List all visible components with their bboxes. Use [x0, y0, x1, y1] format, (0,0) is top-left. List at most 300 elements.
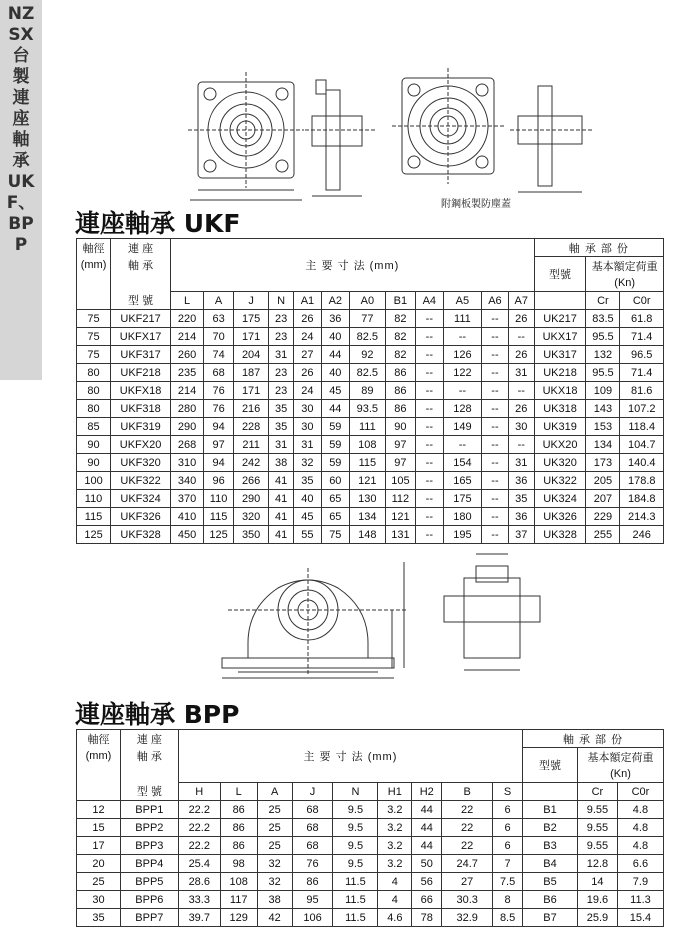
table-cell: 122 — [443, 364, 481, 382]
table-cell: BPP3 — [120, 837, 178, 855]
table-cell: B5 — [523, 873, 578, 891]
table-cell: 9.55 — [577, 801, 617, 819]
table-row — [77, 418, 664, 436]
hdr-dia: 軸徑 — [77, 730, 121, 748]
hdr-model: 型號 — [534, 257, 586, 292]
hdr-part: 軸 承 部 份 — [523, 730, 664, 748]
table-cell: 44 — [412, 801, 442, 819]
table-cell: BPP2 — [120, 819, 178, 837]
hdr-unit1: 連 座 — [111, 239, 171, 257]
table-row — [77, 382, 664, 400]
table-cell: 17 — [77, 837, 121, 855]
table-cell: 23 — [269, 364, 294, 382]
table-cell: 350 — [234, 526, 269, 544]
table-cell: UK218 — [534, 364, 586, 382]
table-cell: 25 — [257, 837, 292, 855]
table-row — [77, 526, 664, 544]
table-cell: 108 — [349, 436, 385, 454]
side-tab — [0, 0, 42, 380]
table-cell: 3.2 — [378, 801, 412, 819]
table-cell: 450 — [171, 526, 204, 544]
col-header: H — [178, 783, 220, 801]
table-cell: 26 — [293, 364, 321, 382]
table-cell: -- — [482, 454, 509, 472]
col-header-cr: Cr — [586, 292, 620, 310]
table-cell: 60 — [321, 472, 349, 490]
table-cell: 9.55 — [577, 819, 617, 837]
table-cell: 195 — [443, 526, 481, 544]
table-cell: 207 — [586, 490, 620, 508]
table-cell: 76 — [204, 382, 234, 400]
table-cell: 173 — [586, 454, 620, 472]
table-cell: 38 — [269, 454, 294, 472]
table-cell: 36 — [321, 310, 349, 328]
table-cell: 32 — [257, 855, 292, 873]
table-cell: 94 — [204, 418, 234, 436]
table-cell: 205 — [586, 472, 620, 490]
table-cell: 26 — [293, 310, 321, 328]
table-cell: 280 — [171, 400, 204, 418]
col-header: A4 — [415, 292, 443, 310]
table-cell: 19.6 — [577, 891, 617, 909]
bpp-title: 連座軸承 BPP — [75, 700, 240, 729]
table-cell: 93.5 — [349, 400, 385, 418]
table-cell: UKFX20 — [111, 436, 171, 454]
table-cell: 4.8 — [617, 837, 663, 855]
col-header: A1 — [293, 292, 321, 310]
table-cell: 175 — [234, 310, 269, 328]
table-cell: 86 — [385, 364, 415, 382]
table-row — [77, 346, 664, 364]
table-cell: 22 — [442, 801, 493, 819]
table-cell: UKF317 — [111, 346, 171, 364]
table-cell: -- — [482, 490, 509, 508]
table-cell: 90 — [385, 418, 415, 436]
table-cell: -- — [415, 310, 443, 328]
table-cell: 68 — [292, 837, 333, 855]
table-cell: 111 — [349, 418, 385, 436]
table-cell: -- — [415, 436, 443, 454]
table-cell: 26 — [508, 400, 534, 418]
table-cell: 110 — [204, 490, 234, 508]
table-cell: 68 — [204, 364, 234, 382]
hdr-dia-unit: (mm) — [77, 257, 111, 275]
ukf-table — [76, 238, 664, 544]
table-cell: 71.4 — [620, 328, 664, 346]
table-cell: 107.2 — [620, 400, 664, 418]
table-cell: UKX18 — [534, 382, 586, 400]
table-row — [77, 891, 664, 909]
table-cell: 175 — [443, 490, 481, 508]
table-cell: 228 — [234, 418, 269, 436]
table-row — [77, 490, 664, 508]
col-header: A — [257, 783, 292, 801]
table-cell: 35 — [293, 472, 321, 490]
table-cell: UKF328 — [111, 526, 171, 544]
table-cell: -- — [415, 490, 443, 508]
table-cell: 31 — [269, 346, 294, 364]
table-row — [77, 837, 664, 855]
table-cell: 117 — [220, 891, 257, 909]
table-cell: 255 — [586, 526, 620, 544]
table-cell: 11.5 — [333, 891, 378, 909]
table-cell: 8.5 — [493, 909, 523, 927]
table-cell: UK322 — [534, 472, 586, 490]
table-cell: 3.2 — [378, 819, 412, 837]
bpp-table — [76, 729, 664, 927]
table-cell: 214 — [171, 328, 204, 346]
table-cell: -- — [415, 400, 443, 418]
hdr-load: 基本額定荷重 — [577, 748, 663, 766]
table-cell: 178.8 — [620, 472, 664, 490]
table-cell: 86 — [220, 819, 257, 837]
hdr-unit2: 軸 承 — [120, 748, 178, 766]
col-header-c0r: C0r — [617, 783, 663, 801]
table-cell: 4 — [378, 873, 412, 891]
table-cell: 410 — [171, 508, 204, 526]
table-cell: 115 — [77, 508, 111, 526]
table-cell: UKF324 — [111, 490, 171, 508]
table-cell: 22 — [442, 837, 493, 855]
table-cell: 80 — [77, 382, 111, 400]
table-cell: UKX17 — [534, 328, 586, 346]
table-cell: 6 — [493, 837, 523, 855]
table-cell: 86 — [220, 801, 257, 819]
table-cell: 235 — [171, 364, 204, 382]
table-cell: B3 — [523, 837, 578, 855]
table-cell: 24 — [293, 328, 321, 346]
table-cell: 82 — [385, 346, 415, 364]
table-cell: 22 — [442, 819, 493, 837]
table-cell: 75 — [77, 310, 111, 328]
table-cell: -- — [415, 454, 443, 472]
table-cell: 31 — [508, 364, 534, 382]
table-cell: 77 — [349, 310, 385, 328]
table-cell: 23 — [269, 382, 294, 400]
table-cell: 37 — [508, 526, 534, 544]
table-cell: 66 — [412, 891, 442, 909]
table-cell: UKF326 — [111, 508, 171, 526]
table-cell: 370 — [171, 490, 204, 508]
table-cell: 23 — [269, 310, 294, 328]
table-cell: -- — [508, 436, 534, 454]
table-cell: 154 — [443, 454, 481, 472]
table-cell: 90 — [77, 436, 111, 454]
table-cell: 111 — [443, 310, 481, 328]
table-cell: UK317 — [534, 346, 586, 364]
table-cell: 96 — [204, 472, 234, 490]
col-header: A7 — [508, 292, 534, 310]
table-cell: 9.5 — [333, 801, 378, 819]
col-header: A6 — [482, 292, 509, 310]
table-cell: 310 — [171, 454, 204, 472]
hdr-load-unit: (Kn) — [586, 274, 664, 292]
table-cell: 3.2 — [378, 855, 412, 873]
table-cell: 89 — [349, 382, 385, 400]
table-cell: 128 — [443, 400, 481, 418]
table-cell: 148 — [349, 526, 385, 544]
table-cell: UKF218 — [111, 364, 171, 382]
table-cell: 7 — [493, 855, 523, 873]
table-cell: 125 — [77, 526, 111, 544]
table-cell: 140.4 — [620, 454, 664, 472]
table-row — [77, 801, 664, 819]
table-cell: 11.5 — [333, 873, 378, 891]
table-cell: UKF217 — [111, 310, 171, 328]
table-cell: 246 — [620, 526, 664, 544]
table-cell: 9.5 — [333, 855, 378, 873]
table-cell: 40 — [321, 328, 349, 346]
table-cell: 56 — [412, 873, 442, 891]
hdr-load-unit: (Kn) — [577, 765, 663, 783]
table-row — [77, 328, 664, 346]
table-cell: 25 — [77, 873, 121, 891]
table-cell: 97 — [385, 436, 415, 454]
table-cell: 290 — [234, 490, 269, 508]
table-cell: BPP5 — [120, 873, 178, 891]
table-cell: B7 — [523, 909, 578, 927]
table-cell: 30 — [508, 418, 534, 436]
table-cell: 70 — [204, 328, 234, 346]
table-cell: UKFX18 — [111, 382, 171, 400]
table-cell: 25.4 — [178, 855, 220, 873]
col-header: A — [204, 292, 234, 310]
table-cell: 320 — [234, 508, 269, 526]
table-cell: 3.2 — [378, 837, 412, 855]
table-cell: 115 — [349, 454, 385, 472]
table-cell: 80 — [77, 364, 111, 382]
table-cell: 33.3 — [178, 891, 220, 909]
table-cell: 28.6 — [178, 873, 220, 891]
table-cell: -- — [482, 400, 509, 418]
ukf-title: 連座軸承 UKF — [75, 209, 241, 238]
table-cell: B1 — [523, 801, 578, 819]
table-cell: 82 — [385, 328, 415, 346]
table-cell: 4.6 — [378, 909, 412, 927]
table-cell: 95.5 — [586, 364, 620, 382]
table-cell: UK324 — [534, 490, 586, 508]
table-cell: 26 — [508, 346, 534, 364]
table-cell: 12.8 — [577, 855, 617, 873]
table-cell: 50 — [412, 855, 442, 873]
table-cell: 36 — [508, 472, 534, 490]
table-cell: B2 — [523, 819, 578, 837]
table-cell: 35 — [508, 490, 534, 508]
table-cell: UKF322 — [111, 472, 171, 490]
table-cell: -- — [443, 436, 481, 454]
table-cell: -- — [482, 328, 509, 346]
table-cell: 86 — [220, 837, 257, 855]
table-cell: 82.5 — [349, 364, 385, 382]
table-cell: 75 — [77, 328, 111, 346]
table-cell: 95 — [292, 891, 333, 909]
table-cell: 290 — [171, 418, 204, 436]
table-cell: UK319 — [534, 418, 586, 436]
table-cell: -- — [415, 346, 443, 364]
table-cell: B6 — [523, 891, 578, 909]
table-cell: -- — [415, 382, 443, 400]
table-cell: UKFX17 — [111, 328, 171, 346]
table-cell: 76 — [292, 855, 333, 873]
col-header-c0r: C0r — [620, 292, 664, 310]
table-cell: 109 — [586, 382, 620, 400]
table-cell: -- — [443, 382, 481, 400]
table-cell: -- — [482, 472, 509, 490]
table-row — [77, 310, 664, 328]
table-cell: 30 — [293, 400, 321, 418]
table-cell: 214 — [171, 382, 204, 400]
col-header: L — [171, 292, 204, 310]
table-cell: 61.8 — [620, 310, 664, 328]
table-cell: 65 — [321, 490, 349, 508]
table-cell: 121 — [349, 472, 385, 490]
table-cell: UKF320 — [111, 454, 171, 472]
table-cell: 211 — [234, 436, 269, 454]
table-cell: 7.9 — [617, 873, 663, 891]
hdr-unit1: 連 座 — [120, 730, 178, 748]
table-cell: 266 — [234, 472, 269, 490]
table-cell: 41 — [269, 508, 294, 526]
ukf-drawing — [180, 60, 600, 210]
table-cell: UKF318 — [111, 400, 171, 418]
table-cell: 97 — [385, 454, 415, 472]
table-row — [77, 364, 664, 382]
table-cell: 59 — [321, 418, 349, 436]
table-cell: 30 — [293, 418, 321, 436]
table-cell: 134 — [586, 436, 620, 454]
table-cell: 44 — [412, 837, 442, 855]
table-cell: 59 — [321, 454, 349, 472]
table-row — [77, 472, 664, 490]
table-cell: 106 — [292, 909, 333, 927]
table-cell: 104.7 — [620, 436, 664, 454]
table-cell: BPP7 — [120, 909, 178, 927]
table-cell: UKX20 — [534, 436, 586, 454]
table-cell: 15.4 — [617, 909, 663, 927]
table-cell: 22.2 — [178, 801, 220, 819]
table-cell: 42 — [257, 909, 292, 927]
table-row — [77, 873, 664, 891]
hdr-load: 基本額定荷重 — [586, 257, 664, 275]
hdr-dia: 軸徑 — [77, 239, 111, 257]
table-cell: 74 — [204, 346, 234, 364]
table-cell: 180 — [443, 508, 481, 526]
col-header-cr: Cr — [577, 783, 617, 801]
table-cell: 115 — [204, 508, 234, 526]
table-cell: -- — [415, 364, 443, 382]
table-cell: 68 — [292, 801, 333, 819]
table-cell: 4 — [378, 891, 412, 909]
col-header: J — [234, 292, 269, 310]
table-cell: -- — [415, 526, 443, 544]
table-cell: 242 — [234, 454, 269, 472]
col-header: H1 — [378, 783, 412, 801]
hdr-dims: 主 要 寸 法 (mm) — [171, 239, 535, 292]
table-cell: -- — [482, 364, 509, 382]
table-cell: 25.9 — [577, 909, 617, 927]
table-row — [77, 400, 664, 418]
table-cell: 26 — [508, 310, 534, 328]
table-cell: 94 — [204, 454, 234, 472]
table-row — [77, 855, 664, 873]
table-cell: 23 — [269, 328, 294, 346]
table-cell: -- — [482, 310, 509, 328]
table-cell: 82 — [385, 310, 415, 328]
table-cell: 32 — [257, 873, 292, 891]
table-cell: 165 — [443, 472, 481, 490]
table-cell: 9.5 — [333, 819, 378, 837]
table-cell: UK318 — [534, 400, 586, 418]
col-header: H2 — [412, 783, 442, 801]
table-cell: 80 — [77, 400, 111, 418]
table-cell: 36 — [508, 508, 534, 526]
table-cell: 134 — [349, 508, 385, 526]
table-cell: 22.2 — [178, 819, 220, 837]
table-cell: 35 — [269, 418, 294, 436]
table-cell: 14 — [577, 873, 617, 891]
col-header: B1 — [385, 292, 415, 310]
bpp-drawing — [208, 548, 548, 688]
hdr-dia-unit: (mm) — [77, 748, 121, 766]
table-cell: 44 — [321, 400, 349, 418]
table-cell: 35 — [269, 400, 294, 418]
table-cell: 31 — [269, 436, 294, 454]
table-cell: 41 — [269, 472, 294, 490]
table-cell: -- — [482, 418, 509, 436]
table-cell: BPP6 — [120, 891, 178, 909]
table-cell: 96.5 — [620, 346, 664, 364]
table-cell: 268 — [171, 436, 204, 454]
table-cell: UK326 — [534, 508, 586, 526]
table-cell: 75 — [77, 346, 111, 364]
table-cell: 11.3 — [617, 891, 663, 909]
table-cell: 44 — [412, 819, 442, 837]
table-cell: 260 — [171, 346, 204, 364]
table-cell: 35 — [77, 909, 121, 927]
col-header: J — [292, 783, 333, 801]
table-cell: 131 — [385, 526, 415, 544]
col-header: A5 — [443, 292, 481, 310]
hdr-unit2: 軸 承 — [111, 257, 171, 275]
table-cell: 4.8 — [617, 801, 663, 819]
table-cell: 82.5 — [349, 328, 385, 346]
table-cell: 105 — [385, 472, 415, 490]
table-cell: UKF319 — [111, 418, 171, 436]
table-cell: 83.5 — [586, 310, 620, 328]
table-cell: -- — [508, 328, 534, 346]
table-cell: 132 — [586, 346, 620, 364]
table-cell: 229 — [586, 508, 620, 526]
ukf-caption: 附鋼板製防塵蓋 — [441, 199, 511, 210]
table-cell: 126 — [443, 346, 481, 364]
table-cell: 59 — [321, 436, 349, 454]
table-cell: 9.5 — [333, 837, 378, 855]
table-cell: 4.8 — [617, 819, 663, 837]
table-cell: 38 — [257, 891, 292, 909]
table-cell: 40 — [321, 364, 349, 382]
table-cell: 41 — [269, 490, 294, 508]
table-cell: 32.9 — [442, 909, 493, 927]
table-cell: 121 — [385, 508, 415, 526]
table-cell: 11.5 — [333, 909, 378, 927]
table-cell: 7.5 — [493, 873, 523, 891]
table-row — [77, 454, 664, 472]
col-header: N — [333, 783, 378, 801]
table-cell: 63 — [204, 310, 234, 328]
table-cell: B4 — [523, 855, 578, 873]
table-cell: 85 — [77, 418, 111, 436]
col-header: N — [269, 292, 294, 310]
